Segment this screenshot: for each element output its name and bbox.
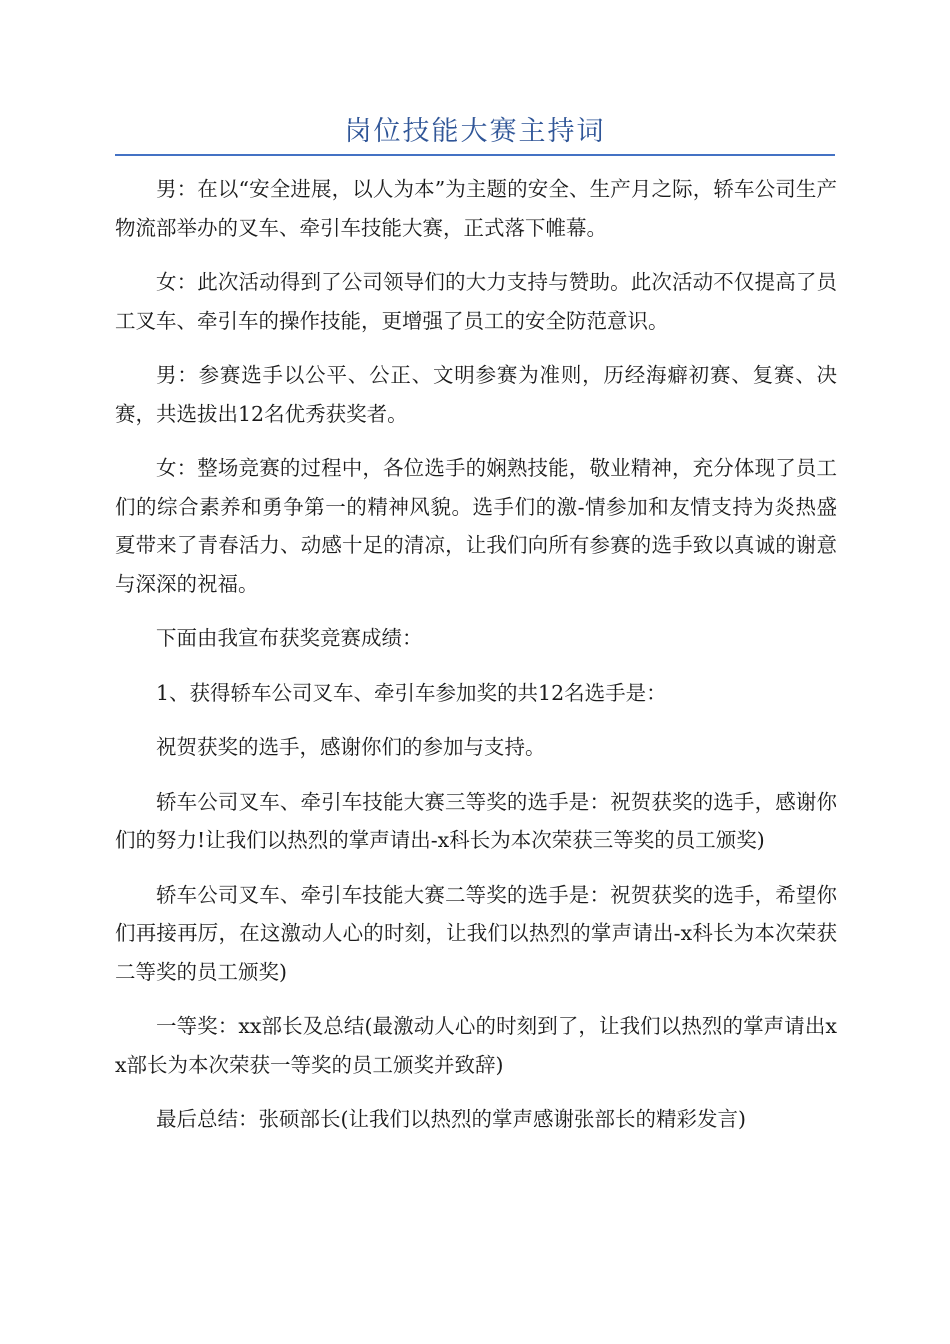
paragraph: 轿车公司叉车、牵引车技能大赛二等奖的选手是：祝贺获奖的选手，希望你们再接再厉，在这激动人心的时刻，让我们以热烈的掌声请出-x科长为本次荣获二等奖的员工颁奖) — [115, 882, 837, 984]
paragraph: 最后总结：张硕部长(让我们以热烈的掌声感谢张部长的精彩发言) — [156, 1107, 746, 1131]
title-underline — [115, 154, 835, 156]
paragraph: 男：在以“安全进展，以人为本”为主题的安全、生产月之际，轿车公司生产物流部举办的叉车、牵引车技能大赛，正式落下帷幕。 — [115, 177, 837, 240]
paragraph: 女：此次活动得到了公司领导们的大力支持与赞助。此次活动不仅提高了员工叉车、牵引车的操作技能，更增强了员工的安全防范意识。 — [115, 270, 837, 333]
paragraph: 女：整场竞赛的过程中，各位选手的娴熟技能，敬业精神，充分体现了员工们的综合素养和勇争第一的精神风貌。选手们的激-情参加和友情支持为炎热盛夏带来了青春活力、动感十足的清凉，让我们向所有参赛的选手致以真诚的谢意与深深的祝福。 — [115, 456, 837, 596]
paragraph: 一等奖：xx部长及总结(最激动人心的时刻到了，让我们以热烈的掌声请出xx部长为本次荣获一等奖的员工颁奖并致辞) — [115, 1014, 837, 1077]
paragraph: 轿车公司叉车、牵引车技能大赛三等奖的选手是：祝贺获奖的选手，感谢你们的努力!让我们以热烈的掌声请出-x科长为本次荣获三等奖的员工颁奖) — [115, 789, 837, 852]
paragraph: 祝贺获奖的选手，感谢你们的参加与支持。 — [156, 735, 546, 759]
paragraph: 男：参赛选手以公平、公正、文明参赛为准则，历经海癖初赛、复赛、决赛，共选拔出12名优秀获奖者。 — [115, 363, 837, 426]
paragraph: 1、获得轿车公司叉车、牵引车参加奖的共12名选手是： — [156, 680, 667, 705]
page-title: 岗位技能大赛主持词 — [344, 116, 606, 147]
paragraph: 下面由我宣布获奖竞赛成绩： — [156, 626, 423, 650]
document-body — [115, 170, 837, 1155]
